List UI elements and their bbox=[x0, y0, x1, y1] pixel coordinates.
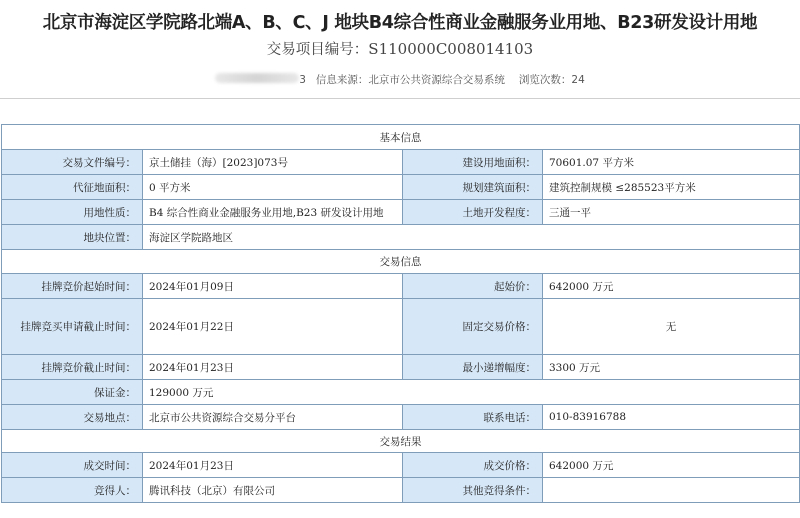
dev-level-value: 三通一平 bbox=[543, 200, 800, 225]
start-price-value: 642000 万元 bbox=[543, 274, 800, 299]
doc-no-value: 京土储挂（海）[2023]073号 bbox=[143, 150, 403, 175]
apply-end-label: 挂牌竞买申请截止时间： bbox=[2, 299, 143, 355]
deal-price-label: 成交价格： bbox=[403, 453, 543, 478]
fixed-price-label: 固定交易价格： bbox=[403, 299, 543, 355]
bid-start-label: 挂牌竞价起始时间： bbox=[2, 274, 143, 299]
bid-end-label: 挂牌竞价截止时间： bbox=[2, 355, 143, 380]
deal-time-label: 成交时间： bbox=[2, 453, 143, 478]
fixed-price-value: 无 bbox=[543, 299, 800, 355]
location-label: 地块位置： bbox=[2, 225, 143, 250]
land-area-label: 建设用地面积： bbox=[403, 150, 543, 175]
plan-area-label: 规划建筑面积： bbox=[403, 175, 543, 200]
view-count: 浏览次数：24 bbox=[518, 73, 585, 86]
project-code-value: S110000C008014103 bbox=[368, 40, 534, 58]
land-use-value: B4 综合性商业金融服务业用地,B23 研发设计用地 bbox=[143, 200, 403, 225]
winner-value: 腾讯科技（北京）有限公司 bbox=[143, 478, 403, 503]
info-source: 信息来源：北京市公共资源综合交易系统 bbox=[315, 73, 505, 86]
apply-end-value: 2024年01月22日 bbox=[143, 299, 403, 355]
dev-level-label: 土地开发程度： bbox=[403, 200, 543, 225]
blurred-text: 3 bbox=[215, 73, 306, 86]
bid-end-value: 2024年01月23日 bbox=[143, 355, 403, 380]
other-conditions-label: 其他竞得条件： bbox=[403, 478, 543, 503]
other-conditions-value bbox=[543, 478, 800, 503]
deal-time-value: 2024年01月23日 bbox=[143, 453, 403, 478]
page-header bbox=[0, 0, 800, 99]
doc-no-label: 交易文件编号： bbox=[2, 150, 143, 175]
section-trade-info: 交易信息 bbox=[2, 250, 800, 274]
min-increment-value: 3300 万元 bbox=[543, 355, 800, 380]
start-price-label: 起始价： bbox=[403, 274, 543, 299]
plan-area-value: 建筑控制规模 ≤285523平方米 bbox=[543, 175, 800, 200]
levy-area-value: 0 平方米 bbox=[143, 175, 403, 200]
winner-label: 竞得人： bbox=[2, 478, 143, 503]
project-code bbox=[0, 39, 800, 60]
phone-value: 010-83916788 bbox=[543, 405, 800, 430]
meta-line bbox=[0, 70, 800, 88]
trade-place-value: 北京市公共资源综合交易分平台 bbox=[143, 405, 403, 430]
trade-place-label: 交易地点： bbox=[2, 405, 143, 430]
info-source-value: 北京市公共资源综合交易系统 bbox=[368, 73, 505, 86]
view-count-value: 24 bbox=[571, 73, 585, 86]
deposit-value: 129000 万元 bbox=[143, 380, 800, 405]
section-trade-result: 交易结果 bbox=[2, 430, 800, 453]
project-code-label: 交易项目编号： bbox=[266, 42, 369, 58]
levy-area-label: 代征地面积： bbox=[2, 175, 143, 200]
location-value: 海淀区学院路地区 bbox=[143, 225, 800, 250]
section-basic-info: 基本信息 bbox=[2, 125, 800, 150]
header-divider bbox=[0, 98, 800, 99]
deposit-label: 保证金： bbox=[2, 380, 143, 405]
transaction-info-table bbox=[1, 124, 800, 503]
page-title: 北京市海淀区学院路北端A、B、C、J 地块B4综合性商业金融服务业用地、B23研发设计用地 bbox=[42, 13, 758, 33]
deal-price-value: 642000 万元 bbox=[543, 453, 800, 478]
phone-label: 联系电话： bbox=[403, 405, 543, 430]
land-area-value: 70601.07 平方米 bbox=[543, 150, 800, 175]
land-use-label: 用地性质： bbox=[2, 200, 143, 225]
min-increment-label: 最小递增幅度： bbox=[403, 355, 543, 380]
bid-start-value: 2024年01月09日 bbox=[143, 274, 403, 299]
